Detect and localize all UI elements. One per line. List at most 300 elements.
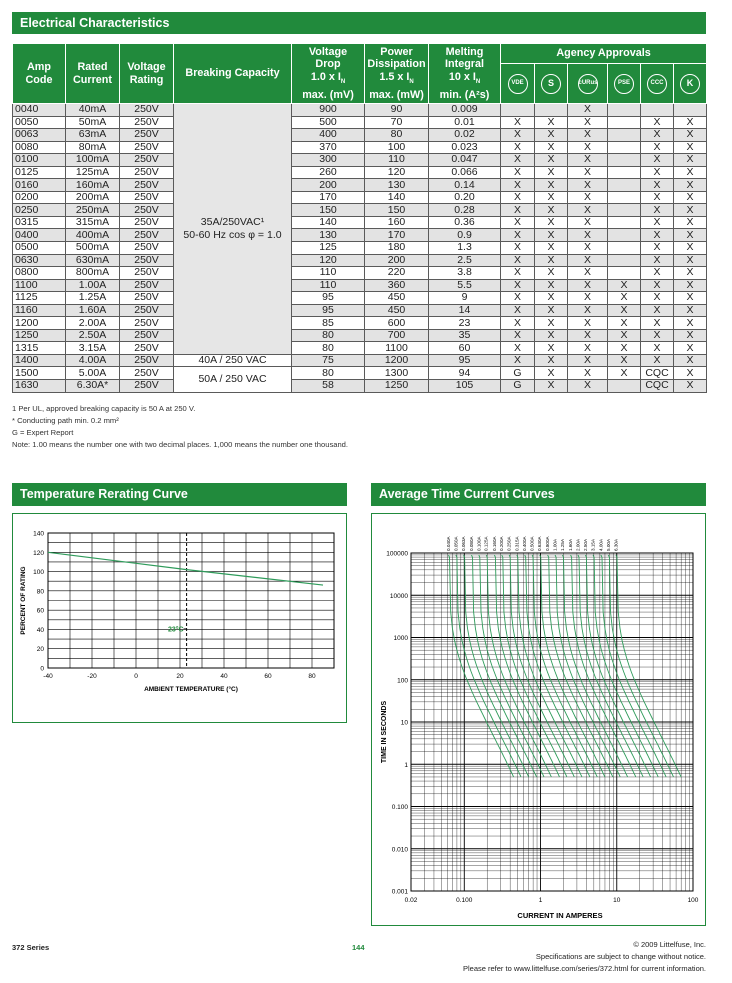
- y-tick-label: 1: [404, 761, 408, 769]
- cell-agency-2: X: [535, 329, 568, 342]
- table-row: [13, 216, 707, 229]
- curve-label: 0.200A: [499, 536, 505, 551]
- x-axis-label: CURRENT IN AMPERES: [517, 911, 603, 920]
- cell-rated-current: 80mA: [66, 141, 120, 154]
- cell-agency-2: X: [535, 254, 568, 267]
- cell-voltage-drop: 170: [292, 191, 365, 204]
- x-tick-label: -20: [87, 673, 97, 680]
- x-tick-label: 0.100: [456, 897, 473, 904]
- cell-melting-integral: 3.8: [429, 267, 501, 280]
- cell-voltage-drop: 200: [292, 179, 365, 192]
- k-mark-icon: K: [680, 74, 700, 94]
- header-breaking-capacity: Breaking Capacity: [174, 44, 292, 104]
- cell-power-dissipation: 600: [365, 317, 429, 330]
- cell-agency-2: X: [535, 116, 568, 129]
- cell-amp-code: 0250: [13, 204, 66, 217]
- cell-agency-6: X: [674, 254, 707, 267]
- cell-amp-code: 0500: [13, 242, 66, 255]
- curve-label: 6.30A: [613, 538, 619, 551]
- temperature-section-title: Temperature Rerating Curve: [12, 483, 347, 506]
- vde-icon: VDE: [508, 74, 528, 94]
- cell-agency-2: [535, 104, 568, 117]
- curve-label: 0.800A: [545, 536, 551, 551]
- cell-voltage-rating: 250V: [120, 292, 174, 305]
- ur-icon: cURus: [578, 74, 598, 94]
- header-power-dissipation: Power Dissipation 1.5 x $I_N$ max. (mW): [365, 44, 429, 104]
- cell-breaking-capacity-1400: 40A / 250 VAC: [174, 354, 292, 367]
- note-4: Note: 1.00 means the number one with two decimal places. 1,000 means the number one thousand.: [12, 440, 349, 449]
- cell-power-dissipation: 130: [365, 179, 429, 192]
- x-tick-label: 0.02: [404, 897, 418, 904]
- cell-voltage-drop: 150: [292, 204, 365, 217]
- cell-agency-5: X: [641, 317, 674, 330]
- cell-agency-5: X: [641, 329, 674, 342]
- cell-agency-1: X: [501, 191, 535, 204]
- cell-rated-current: 800mA: [66, 267, 120, 280]
- cell-melting-integral: 0.023: [429, 141, 501, 154]
- cell-agency-1: X: [501, 254, 535, 267]
- cell-voltage-rating: 250V: [120, 279, 174, 292]
- cell-voltage-drop: 500: [292, 116, 365, 129]
- cell-agency-3: X: [568, 242, 608, 255]
- cell-power-dissipation: 80: [365, 129, 429, 142]
- cell-amp-code: 0200: [13, 191, 66, 204]
- curve-label: 0.063A: [461, 536, 467, 551]
- cell-rated-current: 250mA: [66, 204, 120, 217]
- cell-amp-code: 0050: [13, 116, 66, 129]
- header-agency-approvals: Agency Approvals: [501, 44, 707, 64]
- cell-agency-5: CQC: [641, 367, 674, 380]
- y-axis-label: PERCENT OF RATING: [20, 566, 27, 635]
- cell-agency-1: X: [501, 342, 535, 355]
- cell-voltage-rating: 250V: [120, 129, 174, 142]
- cell-power-dissipation: 140: [365, 191, 429, 204]
- cell-amp-code: 0125: [13, 166, 66, 179]
- cell-agency-5: X: [641, 141, 674, 154]
- curve-label: 0.080A: [468, 536, 474, 551]
- cell-agency-6: X: [674, 179, 707, 192]
- cell-agency-3: X: [568, 204, 608, 217]
- cell-melting-integral: 9: [429, 292, 501, 305]
- cell-agency-1: X: [501, 204, 535, 217]
- breaking-capacity-main-subtext: 50-60 Hz cos φ = 1.0: [183, 228, 282, 241]
- cell-agency-3: X: [568, 179, 608, 192]
- table-row: [13, 242, 707, 255]
- cell-power-dissipation: 150: [365, 204, 429, 217]
- cell-agency-3: X: [568, 329, 608, 342]
- cell-voltage-rating: 250V: [120, 166, 174, 179]
- cell-agency-3: X: [568, 141, 608, 154]
- tcc-curve: [616, 555, 681, 777]
- cell-agency-4: [608, 191, 641, 204]
- cell-agency-1: X: [501, 279, 535, 292]
- cell-agency-3: X: [568, 279, 608, 292]
- y-tick-label: 80: [36, 588, 44, 596]
- agency-header-4: [641, 64, 674, 104]
- table-row: [13, 292, 707, 305]
- cell-agency-2: X: [535, 229, 568, 242]
- cell-agency-1: G: [501, 367, 535, 380]
- y-tick-label: 100000: [386, 550, 408, 558]
- cell-agency-6: X: [674, 229, 707, 242]
- cell-breaking-capacity-main: [174, 104, 292, 355]
- cell-agency-3: X: [568, 254, 608, 267]
- cell-amp-code: 0100: [13, 154, 66, 167]
- curve-label: 0.050A: [453, 536, 459, 551]
- cell-agency-4: X: [608, 292, 641, 305]
- cell-power-dissipation: 360: [365, 279, 429, 292]
- table-row: [13, 254, 707, 267]
- cell-voltage-drop: 95: [292, 292, 365, 305]
- cell-power-dissipation: 160: [365, 216, 429, 229]
- cell-voltage-rating: 250V: [120, 342, 174, 355]
- cell-agency-6: X: [674, 317, 707, 330]
- x-tick-label: 60: [264, 673, 272, 680]
- cell-agency-4: [608, 116, 641, 129]
- cell-power-dissipation: 100: [365, 141, 429, 154]
- cell-agency-1: X: [501, 154, 535, 167]
- electrical-table: [12, 43, 707, 393]
- ccc-icon: CCC: [647, 74, 667, 94]
- cell-voltage-drop: 58: [292, 380, 365, 393]
- cell-agency-3: X: [568, 166, 608, 179]
- cell-agency-1: X: [501, 292, 535, 305]
- x-tick-label: 10: [613, 897, 621, 904]
- cell-agency-6: X: [674, 191, 707, 204]
- tcc-curve: [571, 555, 636, 777]
- cell-agency-3: X: [568, 229, 608, 242]
- curve-label: 0.250A: [506, 536, 512, 551]
- cell-agency-5: X: [641, 154, 674, 167]
- curve-label: 1.60A: [568, 538, 574, 551]
- cell-agency-6: X: [674, 342, 707, 355]
- cell-voltage-rating: 250V: [120, 191, 174, 204]
- y-tick-label: 0: [40, 665, 44, 673]
- cell-melting-integral: 0.047: [429, 154, 501, 167]
- cell-agency-3: X: [568, 154, 608, 167]
- cell-agency-4: X: [608, 342, 641, 355]
- curve-label: 0.100A: [476, 536, 482, 551]
- y-tick-label: 10000: [389, 592, 408, 600]
- tcc-curve: [578, 555, 643, 777]
- cell-rated-current: 6.30A*: [66, 380, 120, 393]
- cell-agency-5: X: [641, 292, 674, 305]
- cell-voltage-rating: 250V: [120, 116, 174, 129]
- cell-rated-current: 2.00A: [66, 317, 120, 330]
- cell-agency-2: X: [535, 380, 568, 393]
- cell-power-dissipation: 450: [365, 304, 429, 317]
- table-row: [13, 304, 707, 317]
- cell-melting-integral: 0.20: [429, 191, 501, 204]
- cell-agency-5: X: [641, 216, 674, 229]
- cell-melting-integral: 2.5: [429, 254, 501, 267]
- cell-rated-current: 125mA: [66, 166, 120, 179]
- cell-agency-5: [641, 104, 674, 117]
- curve-label: 0.125A: [483, 536, 489, 551]
- tcc-curve: [601, 555, 666, 777]
- cell-power-dissipation: 1250: [365, 380, 429, 393]
- cell-breaking-capacity-1500: 50A / 250 VAC: [174, 367, 292, 392]
- cell-power-dissipation: 1300: [365, 367, 429, 380]
- cell-voltage-rating: 250V: [120, 267, 174, 280]
- table-row: [13, 104, 707, 117]
- breaking-capacity-main-text: 35A/250VAC¹: [200, 215, 265, 228]
- cell-agency-1: X: [501, 116, 535, 129]
- cell-amp-code: 0400: [13, 229, 66, 242]
- y-tick-label: 140: [33, 530, 44, 538]
- cell-agency-1: X: [501, 317, 535, 330]
- cell-power-dissipation: 120: [365, 166, 429, 179]
- cell-agency-5: X: [641, 267, 674, 280]
- cell-amp-code: 0315: [13, 216, 66, 229]
- x-tick-label: 40: [220, 673, 228, 680]
- cell-agency-4: [608, 267, 641, 280]
- cell-agency-4: [608, 204, 641, 217]
- cell-agency-6: X: [674, 242, 707, 255]
- cell-agency-2: X: [535, 342, 568, 355]
- cell-rated-current: 1.25A: [66, 292, 120, 305]
- cell-agency-4: [608, 104, 641, 117]
- header-rated-current: Rated Current: [66, 44, 120, 104]
- cell-agency-1: X: [501, 179, 535, 192]
- cell-melting-integral: 0.28: [429, 204, 501, 217]
- time-current-chart: [371, 513, 706, 926]
- cell-voltage-drop: 400: [292, 129, 365, 142]
- cell-voltage-drop: 80: [292, 329, 365, 342]
- cell-rated-current: 3.15A: [66, 342, 120, 355]
- x-tick-label: -40: [43, 673, 53, 680]
- cell-agency-6: X: [674, 292, 707, 305]
- cell-agency-1: X: [501, 229, 535, 242]
- curve-label: 2.50A: [582, 538, 588, 551]
- curve-label: 0.400A: [522, 536, 528, 551]
- cell-voltage-rating: 250V: [120, 317, 174, 330]
- table-row: [13, 367, 707, 380]
- cell-amp-code: 0630: [13, 254, 66, 267]
- cell-agency-6: X: [674, 129, 707, 142]
- header-melting-integral: Melting Integral 10 x $I_N$ min. (A²s): [429, 44, 501, 104]
- cell-melting-integral: 0.14: [429, 179, 501, 192]
- cell-agency-6: X: [674, 154, 707, 167]
- table-row: [13, 354, 707, 367]
- cell-melting-integral: 0.36: [429, 216, 501, 229]
- cell-power-dissipation: 90: [365, 104, 429, 117]
- cell-rated-current: 63mA: [66, 129, 120, 142]
- y-tick-label: 0.001: [391, 888, 408, 896]
- cell-agency-6: X: [674, 329, 707, 342]
- cell-agency-2: X: [535, 154, 568, 167]
- cell-agency-1: X: [501, 242, 535, 255]
- y-tick-label: 0.010: [391, 846, 408, 854]
- cell-amp-code: 1400: [13, 354, 66, 367]
- cell-rated-current: 100mA: [66, 154, 120, 167]
- cell-voltage-drop: 80: [292, 367, 365, 380]
- footer-info: [463, 939, 706, 975]
- y-tick-label: 40: [36, 626, 44, 634]
- cell-rated-current: 200mA: [66, 191, 120, 204]
- pse-icon: PSE: [614, 74, 634, 94]
- cell-voltage-rating: 250V: [120, 254, 174, 267]
- cell-voltage-rating: 250V: [120, 154, 174, 167]
- cell-melting-integral: 0.066: [429, 166, 501, 179]
- cell-melting-integral: 14: [429, 304, 501, 317]
- header-voltage-rating: Voltage Rating: [120, 44, 174, 104]
- cell-agency-2: X: [535, 166, 568, 179]
- curve-label: 0.315A: [514, 536, 520, 551]
- cell-agency-5: X: [641, 304, 674, 317]
- cell-agency-5: X: [641, 179, 674, 192]
- curve-label: 0.500A: [529, 536, 535, 551]
- cell-agency-6: X: [674, 141, 707, 154]
- cell-agency-3: X: [568, 116, 608, 129]
- cell-agency-2: X: [535, 354, 568, 367]
- cell-voltage-drop: 260: [292, 166, 365, 179]
- cell-amp-code: 0040: [13, 104, 66, 117]
- cell-voltage-drop: 80: [292, 342, 365, 355]
- cell-agency-3: X: [568, 129, 608, 142]
- table-row: [13, 267, 707, 280]
- agency-header-1: [535, 64, 568, 104]
- cell-agency-2: X: [535, 367, 568, 380]
- cell-voltage-drop: 900: [292, 104, 365, 117]
- y-tick-label: 0.100: [391, 804, 408, 811]
- cell-agency-4: [608, 229, 641, 242]
- footer-series: 372 Series: [12, 943, 50, 952]
- cell-amp-code: 1200: [13, 317, 66, 330]
- cell-agency-3: X: [568, 191, 608, 204]
- cell-voltage-rating: 250V: [120, 242, 174, 255]
- cell-power-dissipation: 450: [365, 292, 429, 305]
- x-tick-label: 1: [538, 897, 543, 904]
- curve-label: 5.00A: [605, 538, 611, 551]
- table-row: [13, 342, 707, 355]
- y-tick-label: 100: [397, 677, 408, 685]
- cell-agency-2: X: [535, 242, 568, 255]
- cell-amp-code: 1250: [13, 329, 66, 342]
- cell-agency-1: [501, 104, 535, 117]
- cell-agency-4: [608, 154, 641, 167]
- cell-agency-3: X: [568, 342, 608, 355]
- cell-agency-5: CQC: [641, 380, 674, 393]
- cell-agency-2: X: [535, 216, 568, 229]
- cell-agency-4: X: [608, 367, 641, 380]
- cell-agency-6: X: [674, 166, 707, 179]
- cell-voltage-drop: 370: [292, 141, 365, 154]
- cell-agency-5: X: [641, 254, 674, 267]
- header-amp-code: Amp Code: [13, 44, 66, 104]
- cell-power-dissipation: 180: [365, 242, 429, 255]
- cell-agency-2: X: [535, 141, 568, 154]
- table-row: [13, 116, 707, 129]
- footer-page-number: 144: [352, 943, 365, 952]
- y-tick-label: 120: [33, 549, 44, 557]
- cell-power-dissipation: 1100: [365, 342, 429, 355]
- x-tick-label: 20: [176, 673, 184, 680]
- note-3: G = Expert Report: [12, 428, 74, 437]
- curve-label: 0.630A: [537, 536, 543, 551]
- cell-voltage-drop: 125: [292, 242, 365, 255]
- cell-amp-code: 1500: [13, 367, 66, 380]
- table-row: [13, 154, 707, 167]
- cell-rated-current: 630mA: [66, 254, 120, 267]
- cell-melting-integral: 60: [429, 342, 501, 355]
- temperature-chart: [12, 513, 347, 723]
- cell-voltage-rating: 250V: [120, 304, 174, 317]
- cell-agency-3: X: [568, 354, 608, 367]
- cell-voltage-drop: 110: [292, 267, 365, 280]
- cell-agency-2: X: [535, 129, 568, 142]
- cell-agency-1: G: [501, 380, 535, 393]
- table-row: [13, 279, 707, 292]
- cell-melting-integral: 23: [429, 317, 501, 330]
- cell-rated-current: 160mA: [66, 179, 120, 192]
- cell-agency-3: X: [568, 317, 608, 330]
- cell-amp-code: 1315: [13, 342, 66, 355]
- cell-agency-2: X: [535, 292, 568, 305]
- cell-voltage-drop: 140: [292, 216, 365, 229]
- reference-line-label: 23°C: [167, 626, 184, 634]
- cell-agency-3: X: [568, 304, 608, 317]
- cell-agency-1: X: [501, 267, 535, 280]
- cell-agency-3: X: [568, 380, 608, 393]
- cell-agency-4: X: [608, 279, 641, 292]
- cell-rated-current: 5.00A: [66, 367, 120, 380]
- footer-copyright: © 2009 Littelfuse, Inc.: [633, 940, 706, 949]
- cell-agency-4: X: [608, 304, 641, 317]
- cell-amp-code: 0800: [13, 267, 66, 280]
- cell-agency-1: X: [501, 141, 535, 154]
- cell-melting-integral: 94: [429, 367, 501, 380]
- curve-label: 0.040A: [445, 536, 451, 551]
- cell-voltage-rating: 250V: [120, 229, 174, 242]
- table-row: [13, 204, 707, 217]
- footer-spec-note: Specifications are subject to change without notice.: [535, 952, 706, 961]
- cell-agency-5: X: [641, 116, 674, 129]
- table-row: [13, 141, 707, 154]
- cell-voltage-rating: 250V: [120, 216, 174, 229]
- cell-agency-2: X: [535, 304, 568, 317]
- cell-amp-code: 1125: [13, 292, 66, 305]
- electrical-section-title: Electrical Characteristics: [12, 12, 706, 34]
- table-notes: [12, 403, 348, 451]
- note-2: * Conducting path min. 0.2 mm²: [12, 416, 119, 425]
- cell-agency-6: X: [674, 380, 707, 393]
- cell-amp-code: 1630: [13, 380, 66, 393]
- cell-agency-5: X: [641, 229, 674, 242]
- cell-power-dissipation: 70: [365, 116, 429, 129]
- curve-label: 1.00A: [552, 538, 558, 551]
- cell-agency-6: X: [674, 354, 707, 367]
- y-tick-label: 10: [400, 719, 408, 727]
- y-tick-label: 1000: [393, 635, 408, 642]
- y-tick-label: 60: [36, 607, 44, 615]
- curve-label: 1.25A: [559, 538, 565, 551]
- s-mark-icon: S: [541, 74, 561, 94]
- x-axis-label: AMBIENT TEMPERATURE (°C): [144, 686, 238, 693]
- cell-power-dissipation: 200: [365, 254, 429, 267]
- cell-rated-current: 50mA: [66, 116, 120, 129]
- cell-agency-5: X: [641, 191, 674, 204]
- cell-agency-2: X: [535, 179, 568, 192]
- cell-voltage-drop: 130: [292, 229, 365, 242]
- cell-rated-current: 2.50A: [66, 329, 120, 342]
- cell-agency-6: X: [674, 304, 707, 317]
- cell-agency-2: X: [535, 317, 568, 330]
- table-row: [13, 179, 707, 192]
- curve-label: 3.15A: [590, 538, 596, 551]
- cell-agency-4: [608, 242, 641, 255]
- footer-refer: Please refer to www.littelfuse.com/series/372.html for current information.: [462, 964, 706, 973]
